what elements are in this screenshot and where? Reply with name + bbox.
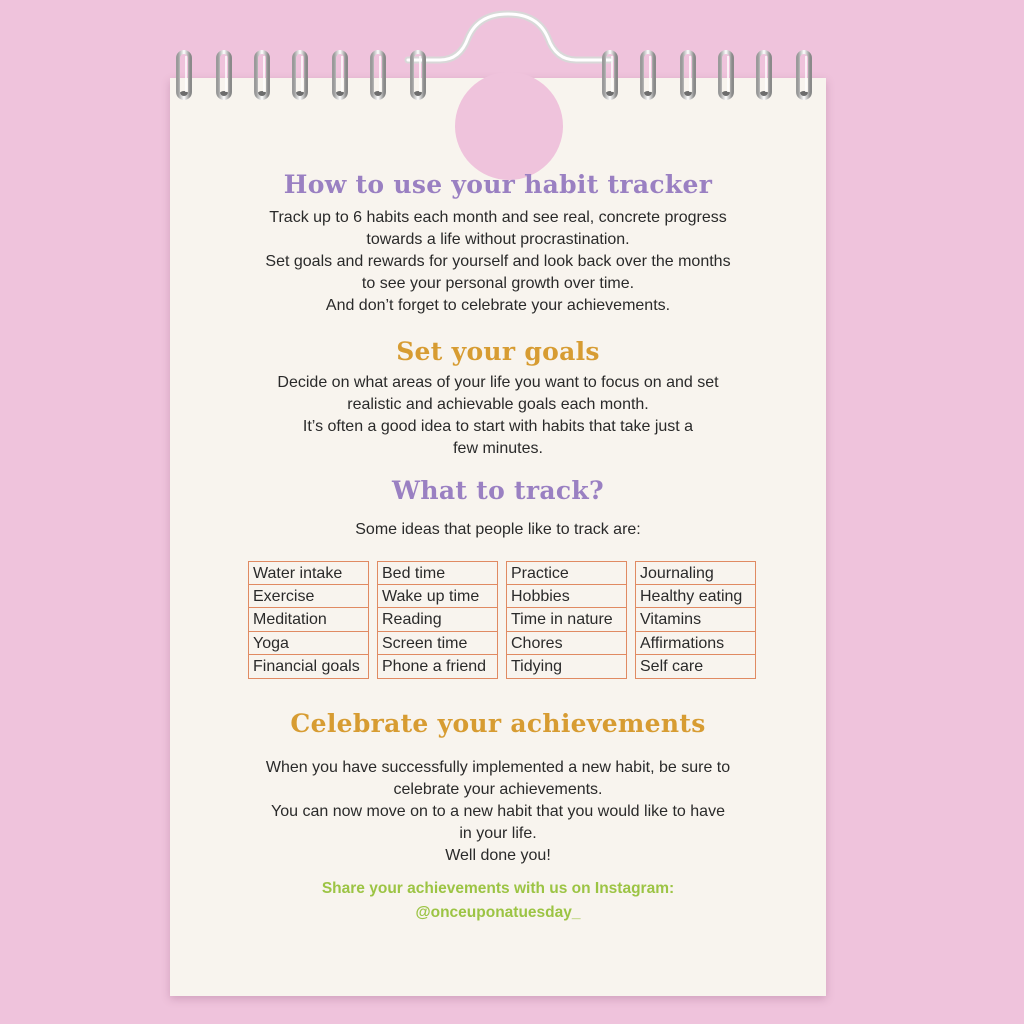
text-line: And don’t forget to celebrate your achievements. — [325, 297, 671, 314]
idea-cell: Yoga — [249, 632, 368, 655]
text-line: You can now move on to a new habit that you would like to have — [271, 803, 725, 820]
text-line: celebrate your achievements. — [393, 781, 603, 798]
paragraph-set-goals — [170, 372, 826, 460]
idea-cell: Financial goals — [253, 657, 360, 675]
idea-cell: Journaling — [636, 562, 755, 585]
idea-cell: Reading — [378, 608, 497, 631]
idea-cell: Self care — [640, 657, 704, 675]
text-line: few minutes. — [453, 440, 543, 457]
heading-how-to-use: How to use your habit tracker — [283, 170, 713, 199]
idea-cell: Exercise — [249, 585, 368, 608]
ideas-column-2 — [377, 561, 498, 679]
heading-celebrate: Celebrate your achievements — [290, 709, 706, 738]
ideas-column-3 — [506, 561, 627, 679]
hanger-notch — [455, 72, 563, 180]
idea-cell: Bed time — [378, 562, 497, 585]
idea-cell: Phone a friend — [382, 657, 487, 675]
idea-cell: Tidying — [511, 657, 562, 675]
idea-cell: Water intake — [249, 562, 368, 585]
idea-cell: Wake up time — [378, 585, 497, 608]
text-line: Track up to 6 habits each month and see real, concrete progress — [269, 209, 727, 226]
idea-cell: Affirmations — [636, 632, 755, 655]
text-line: in your life. — [459, 825, 537, 842]
heading-what-to-track: What to track? — [392, 476, 604, 505]
text-line: Decide on what areas of your life you want to focus on and set — [277, 374, 719, 391]
text-line: to see your personal growth over time. — [361, 275, 635, 292]
instagram-text: Share your achievements with us on Instagram: — [321, 880, 675, 897]
text-line: When you have successfully implemented a new habit, be sure to — [265, 759, 731, 776]
idea-cell: Meditation — [249, 608, 368, 631]
ideas-column-4 — [635, 561, 756, 679]
paragraph-celebrate — [170, 757, 826, 867]
ideas-column-1 — [248, 561, 369, 679]
idea-cell: Time in nature — [507, 608, 626, 631]
text-line: Well done you! — [445, 847, 551, 864]
idea-cell: Hobbies — [507, 585, 626, 608]
text-line: realistic and achievable goals each month. — [347, 396, 649, 413]
heading-set-goals: Set your goals — [396, 337, 600, 366]
instagram-handle[interactable]: @onceuponatuesday_ — [415, 904, 581, 921]
idea-cell: Screen time — [378, 632, 497, 655]
text-line: It’s often a good idea to start with habits that take just a — [302, 418, 694, 435]
idea-cell: Vitamins — [636, 608, 755, 631]
track-intro: Some ideas that people like to track are: — [355, 521, 641, 538]
hanger-wire — [408, 14, 610, 60]
paragraph-how-to-use — [170, 207, 826, 317]
instagram-callout — [170, 877, 826, 925]
text-line: Set goals and rewards for yourself and look back over the months — [265, 253, 731, 270]
idea-cell: Healthy eating — [636, 585, 755, 608]
idea-cell: Practice — [507, 562, 626, 585]
text-line: towards a life without procrastination. — [366, 231, 630, 248]
idea-cell: Chores — [507, 632, 626, 655]
